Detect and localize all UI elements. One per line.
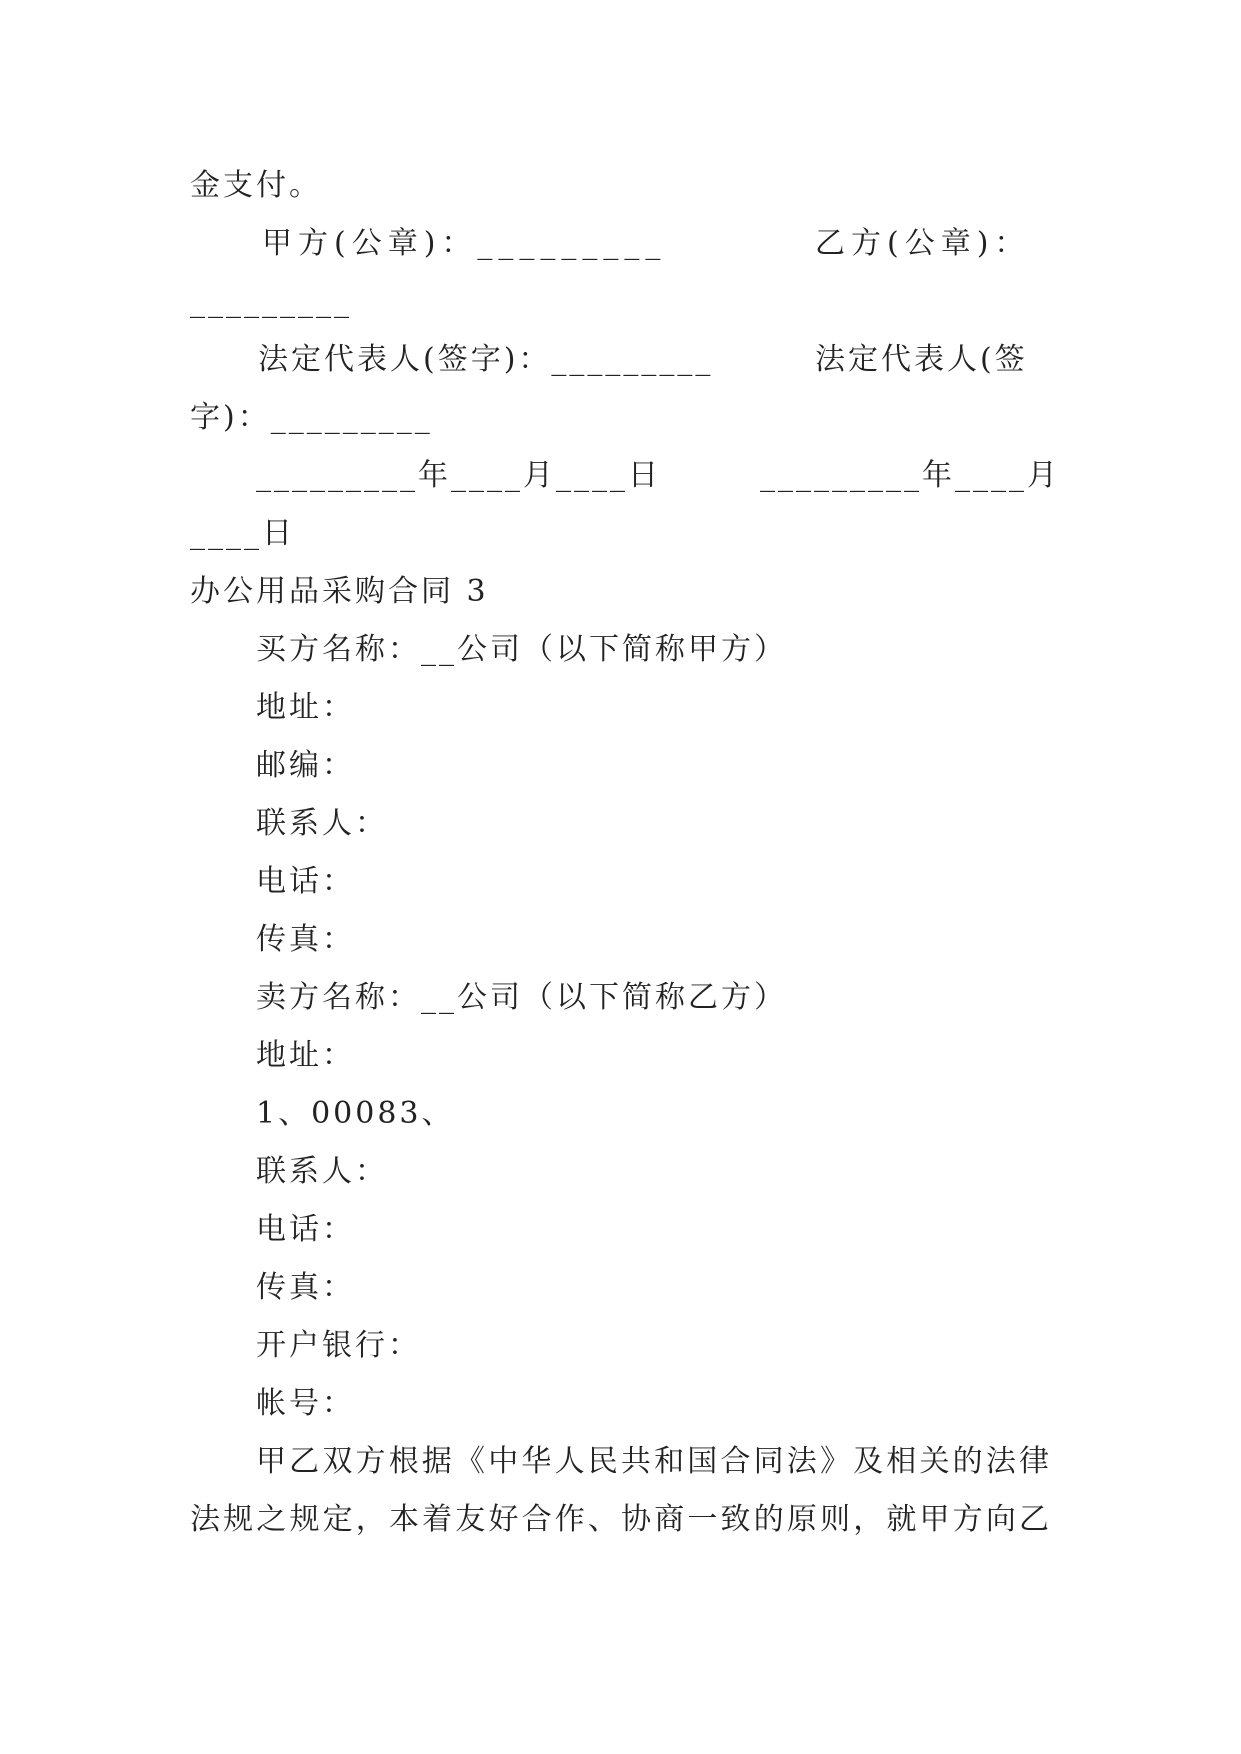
buyer-fax: 传真： xyxy=(256,922,355,957)
buyer-contact: 联系人： xyxy=(256,806,388,841)
seller-fax: 传真： xyxy=(256,1270,355,1305)
seller-phone: 电话： xyxy=(256,1212,355,1247)
seller-address: 地址： xyxy=(256,1038,355,1073)
seller-account: 帐号： xyxy=(256,1386,355,1421)
party-a-seal-label: 甲方(公章)：_________ xyxy=(262,226,667,261)
paragraph-line: 甲乙双方根据《中华人民共和国合同法》及相关的法律 xyxy=(256,1444,1052,1479)
seller-bank: 开户银行： xyxy=(256,1328,421,1363)
buyer-address: 地址： xyxy=(256,690,355,725)
party-a-representative-label: 法定代表人(签字)：_________ xyxy=(258,342,714,377)
party-b-seal-label: 乙方(公章)： xyxy=(815,226,1031,261)
party-b-date-day: ____日 xyxy=(190,516,295,551)
party-b-representative-label: 法定代表人(签 xyxy=(815,342,1028,377)
party-b-date: _________年____月 xyxy=(760,458,1060,493)
seller-postcode: 1、00083、 xyxy=(256,1096,455,1131)
buyer-postcode: 邮编： xyxy=(256,748,355,783)
contract-title: 办公用品采购合同 3 xyxy=(190,574,489,609)
buyer-name: 买方名称：__公司（以下简称甲方） xyxy=(256,632,787,667)
party-b-representative-blank: 字)：_________ xyxy=(190,400,433,435)
seller-name: 卖方名称：__公司（以下简称乙方） xyxy=(256,980,787,1015)
seller-contact: 联系人： xyxy=(256,1154,388,1189)
buyer-phone: 电话： xyxy=(256,864,355,899)
paragraph-line: 法规之规定，本着友好合作、协商一致的原则，就甲方向乙 xyxy=(190,1502,1052,1537)
party-a-date: _________年____月____日 xyxy=(256,458,661,493)
party-b-seal-blank: _________ xyxy=(190,284,352,319)
text-line: 金支付。 xyxy=(190,168,322,203)
